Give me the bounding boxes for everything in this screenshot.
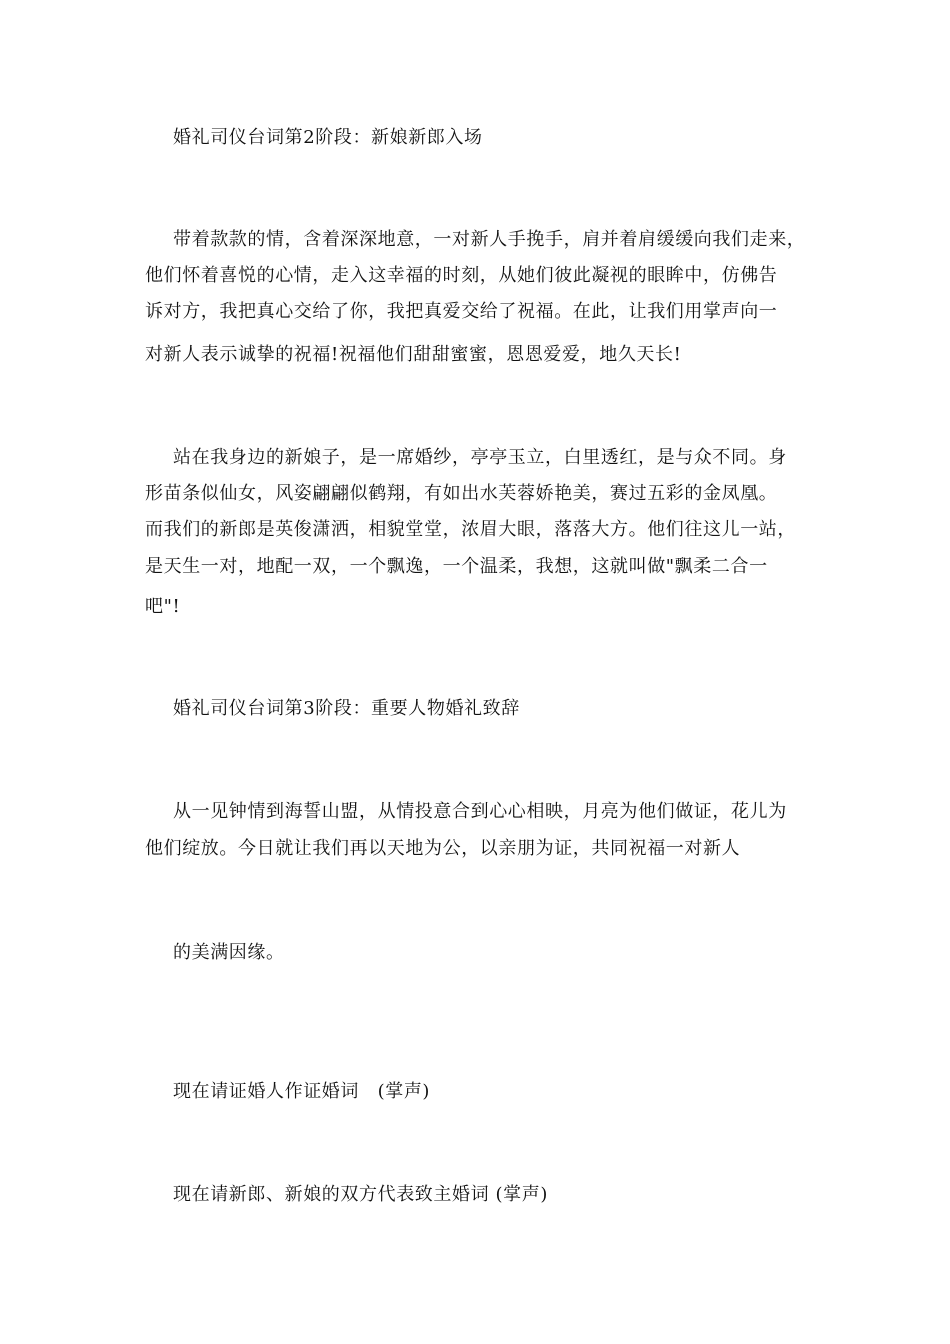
paragraph-line: 从一见钟情到海誓山盟，从情投意合到心心相映，月亮为他们做证，花儿为 <box>173 801 787 822</box>
paragraph-continuation: 的美满因缘。 <box>173 942 285 963</box>
paragraph-line: 对新人表示诚挚的祝福!祝福他们甜甜蜜蜜，恩恩爱爱，地久天长! <box>145 344 682 365</box>
paragraph-line: 吧"! <box>145 596 181 617</box>
paragraph-line: 带着款款的情，含着深深地意，一对新人手挽手，肩并着肩缓缓向我们走来， <box>173 229 806 250</box>
section-heading-stage-3: 婚礼司仪台词第3阶段：重要人物婚礼致辞 <box>173 698 520 719</box>
paragraph-line: 而我们的新郎是英俊潇洒，相貌堂堂，浓眉大眼，落落大方。他们往这儿一站， <box>145 519 796 540</box>
paragraph-line: 他们绽放。今日就让我们再以天地为公，以亲朋为证，共同祝福一对新人 <box>145 838 741 859</box>
paragraph-line: 形苗条似仙女，风姿翩翩似鹤翔，有如出水芙蓉娇艳美，赛过五彩的金凤凰。 <box>145 483 778 504</box>
paragraph-line: 诉对方，我把真心交给了你，我把真爱交给了祝福。在此，让我们用掌声向一 <box>145 301 778 322</box>
paragraph-line: 站在我身边的新娘子，是一席婚纱，亭亭玉立，白里透红，是与众不同。身 <box>173 447 787 468</box>
section-heading-stage-2: 婚礼司仪台词第2阶段：新娘新郎入场 <box>173 127 483 148</box>
witness-speech-line: 现在请证婚人作证婚词 (掌声) <box>173 1081 431 1102</box>
paragraph-line: 他们怀着喜悦的心情，走入这幸福的时刻，从她们彼此凝视的眼眸中，仿佛告 <box>145 265 778 286</box>
paragraph-line: 是天生一对，地配一双，一个飘逸，一个温柔，我想，这就叫做"飘柔二合一 <box>145 556 768 577</box>
representatives-speech-line: 现在请新郎、新娘的双方代表致主婚词 (掌声) <box>173 1184 548 1205</box>
